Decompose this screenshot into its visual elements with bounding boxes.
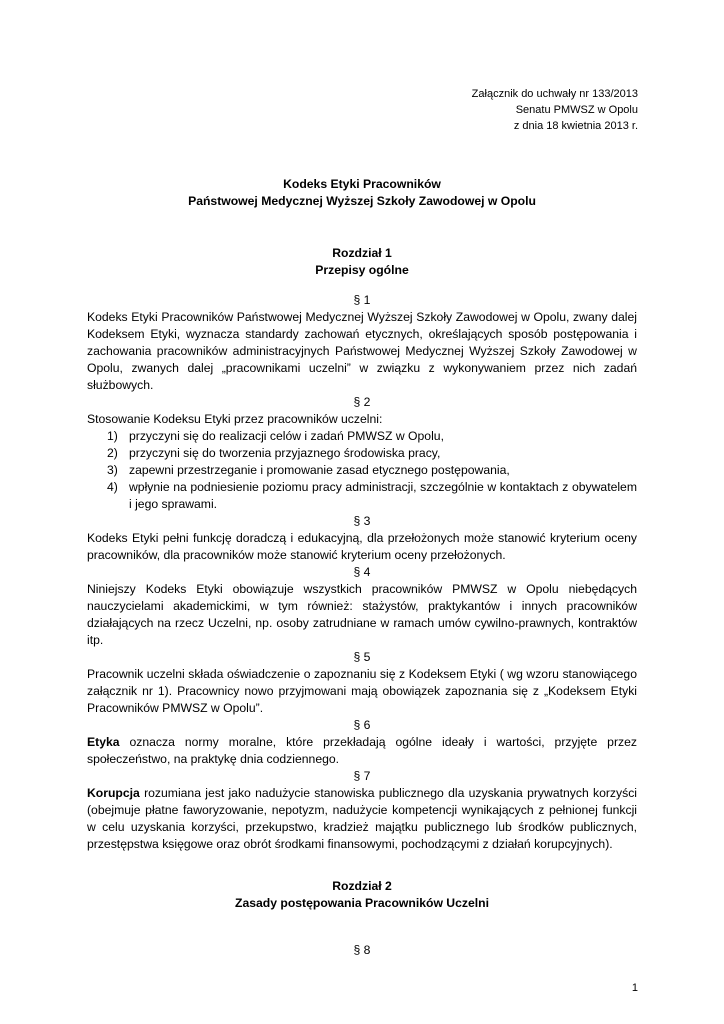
section-7-mark: § 7: [353, 769, 371, 783]
list-item: [87, 462, 637, 479]
section-5-text: Pracownik uczelni składa oświadczenie o zapoznaniu się z Kodeksem Etyki ( wg wzoru stanowiącego załącznik nr 1). Pracownicy nowo przyjmowani mają obowiązek zapoznania się z „Kodeksem Etyki Pracowników PMWSZ w Opolu”.: [87, 667, 637, 715]
list-item-number: 3): [107, 463, 118, 477]
list-item-text: zapewni przestrzeganie i promowanie zasad etycznego postępowania,: [129, 463, 510, 477]
section-7-definition: rozumiana jest jako nadużycie stanowiska publicznego dla uzyskania prywatnych korzyści (obejmuje płatne faworyzowanie, nepotyzm, nadużycie kompetencji wynikających z pełnionej funkcji w celu uzyskania korzyści, przekupstwo, kradzież majątku publicznego lub środków publicznych, przestępstwa księgowe oraz obrót środkami finansowymi, pochodzącymi z działań korupcyjnych).: [87, 786, 637, 851]
list-item: [87, 479, 637, 513]
section-1-mark: § 1: [353, 293, 371, 307]
section-3-mark: § 3: [353, 514, 371, 528]
title-line-1: Kodeks Etyki Pracowników: [283, 177, 441, 191]
list-item-text: przyczyni się do tworzenia przyjaznego środowiska pracy,: [129, 446, 441, 460]
section-6-text: [87, 734, 637, 768]
chapter-2-heading: [87, 878, 637, 912]
list-item-text: wpłynie na podniesienie poziomu pracy administracji, szczególnie w kontaktach z obywatelem i jego sprawami.: [129, 480, 637, 511]
section-7-text: [87, 785, 637, 853]
list-item-number: 2): [107, 446, 118, 460]
list-item: [87, 445, 637, 462]
section-2-intro: Stosowanie Kodeksu Etyki przez pracowników uczelni:: [87, 412, 383, 426]
list-item-number: 1): [107, 429, 118, 443]
document-body: [87, 292, 637, 853]
section-4-text: Niniejszy Kodeks Etyki obowiązuje wszystkich pracowników PMWSZ w Opolu niebędących nauczycielami akademickimi, w tym również: stażystów, praktykantów i innych pracowników działających na rzecz Uczelni, np. osoby zatrudniane w ramach umów cywilno-prawnych, kontraktów itp.: [87, 582, 637, 647]
chapter-1-number: Rozdział 1: [332, 246, 392, 260]
page-number: 1: [631, 982, 638, 994]
section-3-text: Kodeks Etyki pełni funkcję doradczą i edukacyjną, dla przełożonych może stanowić kryterium oceny pracowników, dla pracowników może stanowić kryterium oceny przełożonych.: [87, 531, 637, 562]
chapter-2-number: Rozdział 2: [332, 879, 392, 893]
section-4-mark: § 4: [353, 565, 371, 579]
title-line-2: Państwowej Medycznej Wyższej Szkoły Zawodowej w Opolu: [188, 194, 536, 208]
document-title: [87, 176, 637, 210]
section-6-mark: § 6: [353, 718, 371, 732]
attachment-note: [472, 86, 638, 134]
section-2-mark: § 2: [353, 395, 371, 409]
section-8-mark: § 8: [353, 943, 371, 957]
section-2-list: [87, 428, 637, 513]
list-item: [87, 428, 637, 445]
chapter-1-heading: [87, 245, 637, 279]
section-6-definition: oznacza normy moralne, które przekładają ogólne ideały i wartości, przyjęte przez społeczeństwo, na praktykę dnia codziennego.: [87, 735, 637, 766]
chapter-1-title: Przepisy ogólne: [315, 263, 409, 277]
section-1-text: Kodeks Etyki Pracowników Państwowej Medycznej Wyższej Szkoły Zawodowej w Opolu, zwany dalej Kodeksem Etyki, wyznacza standardy zachowań etycznych, określających sposób postępowania i zachowania pracowników administracyjnych Państwowej Medycznej Wyższej Szkoły Zawodowej w Opolu, zwanych dalej „pracownikami uczelni” w związku z wykonywaniem przez nich zadań służbowych.: [87, 310, 637, 392]
attachment-line-3: z dnia 18 kwietnia 2013 r.: [513, 120, 638, 132]
chapter-2-title: Zasady postępowania Pracowników Uczelni: [235, 896, 489, 910]
section-5-mark: § 5: [353, 650, 371, 664]
term-korupcja: Korupcja: [87, 786, 140, 800]
list-item-number: 4): [107, 480, 118, 494]
term-etyka: Etyka: [87, 735, 120, 749]
list-item-text: przyczyni się do realizacji celów i zadań PMWSZ w Opolu,: [129, 429, 444, 443]
attachment-line-1: Załącznik do uchwały nr 133/2013: [471, 88, 638, 100]
attachment-line-2: Senatu PMWSZ w Opolu: [515, 104, 638, 116]
